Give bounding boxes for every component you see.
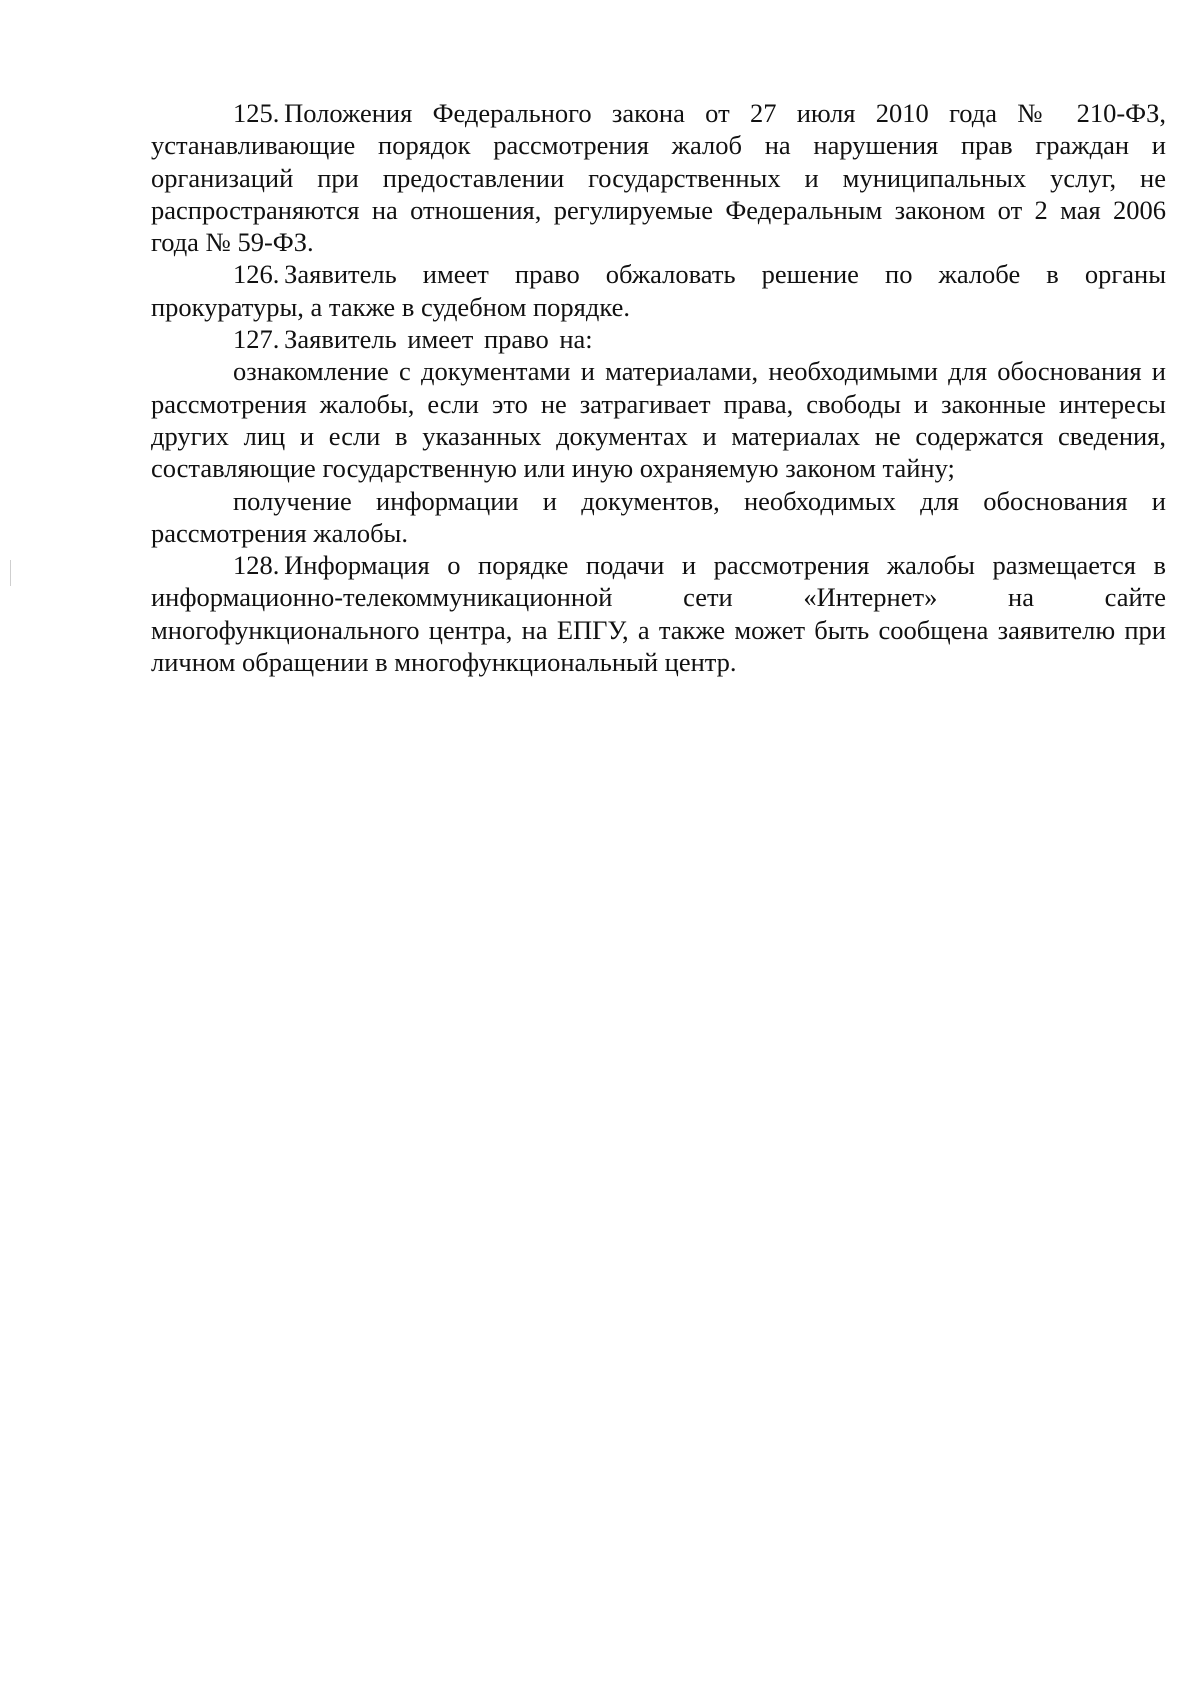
paragraph-text: Заявитель имеет право обжаловать решение по жалобе в органы прокуратуры, а также в судебном порядке. — [151, 259, 1166, 322]
paragraph-text: Заявитель имеет право на: — [284, 324, 593, 355]
paragraph-text: Положения Федерального закона от 27 июля 2010 года № 210-ФЗ, устанавливающие порядок рассмотрения жалоб на нарушения прав граждан и организаций при предоставлении государственных и муниципальных услуг, не распространяются на отношения, регулируемые Федеральным законом от 2 мая 2006 года № 59-ФЗ. — [151, 98, 1166, 258]
paragraph-text: ознакомление с документами и материалами, необходимыми для обоснования и рассмотрения жалобы, если это не затрагивает права, свободы и законные интересы других лиц и если в указанных документах и материалах не содержатся сведения, составляющие государственную или иную охраняемую законом тайну; — [151, 356, 1166, 484]
paragraph-number: 125. — [233, 98, 280, 128]
paragraph-number: 127. — [233, 324, 280, 355]
paragraph-number: 128. — [233, 550, 280, 581]
paragraph-number: 126. — [233, 259, 280, 290]
document-body — [151, 97, 1166, 678]
paragraph-126 — [151, 258, 1166, 323]
paragraph-text: Информация о порядке подачи и рассмотрения жалобы размещается в информационно-телекоммуникационной сети «Интернет» на сайте многофункционального центра, на ЕПГУ, а также может быть сообщена заявителю при личном обращении в многофункциональный центр. — [151, 550, 1166, 678]
scan-margin-mark — [10, 560, 11, 586]
paragraph-127 — [151, 323, 1166, 355]
paragraph-127-item-2 — [151, 485, 1166, 550]
paragraph-128 — [151, 549, 1166, 678]
paragraph-text: получение информации и документов, необходимых для обоснования и рассмотрения жалобы. — [151, 485, 1166, 548]
paragraph-127-item-1 — [151, 355, 1166, 484]
paragraph-125 — [151, 97, 1166, 258]
